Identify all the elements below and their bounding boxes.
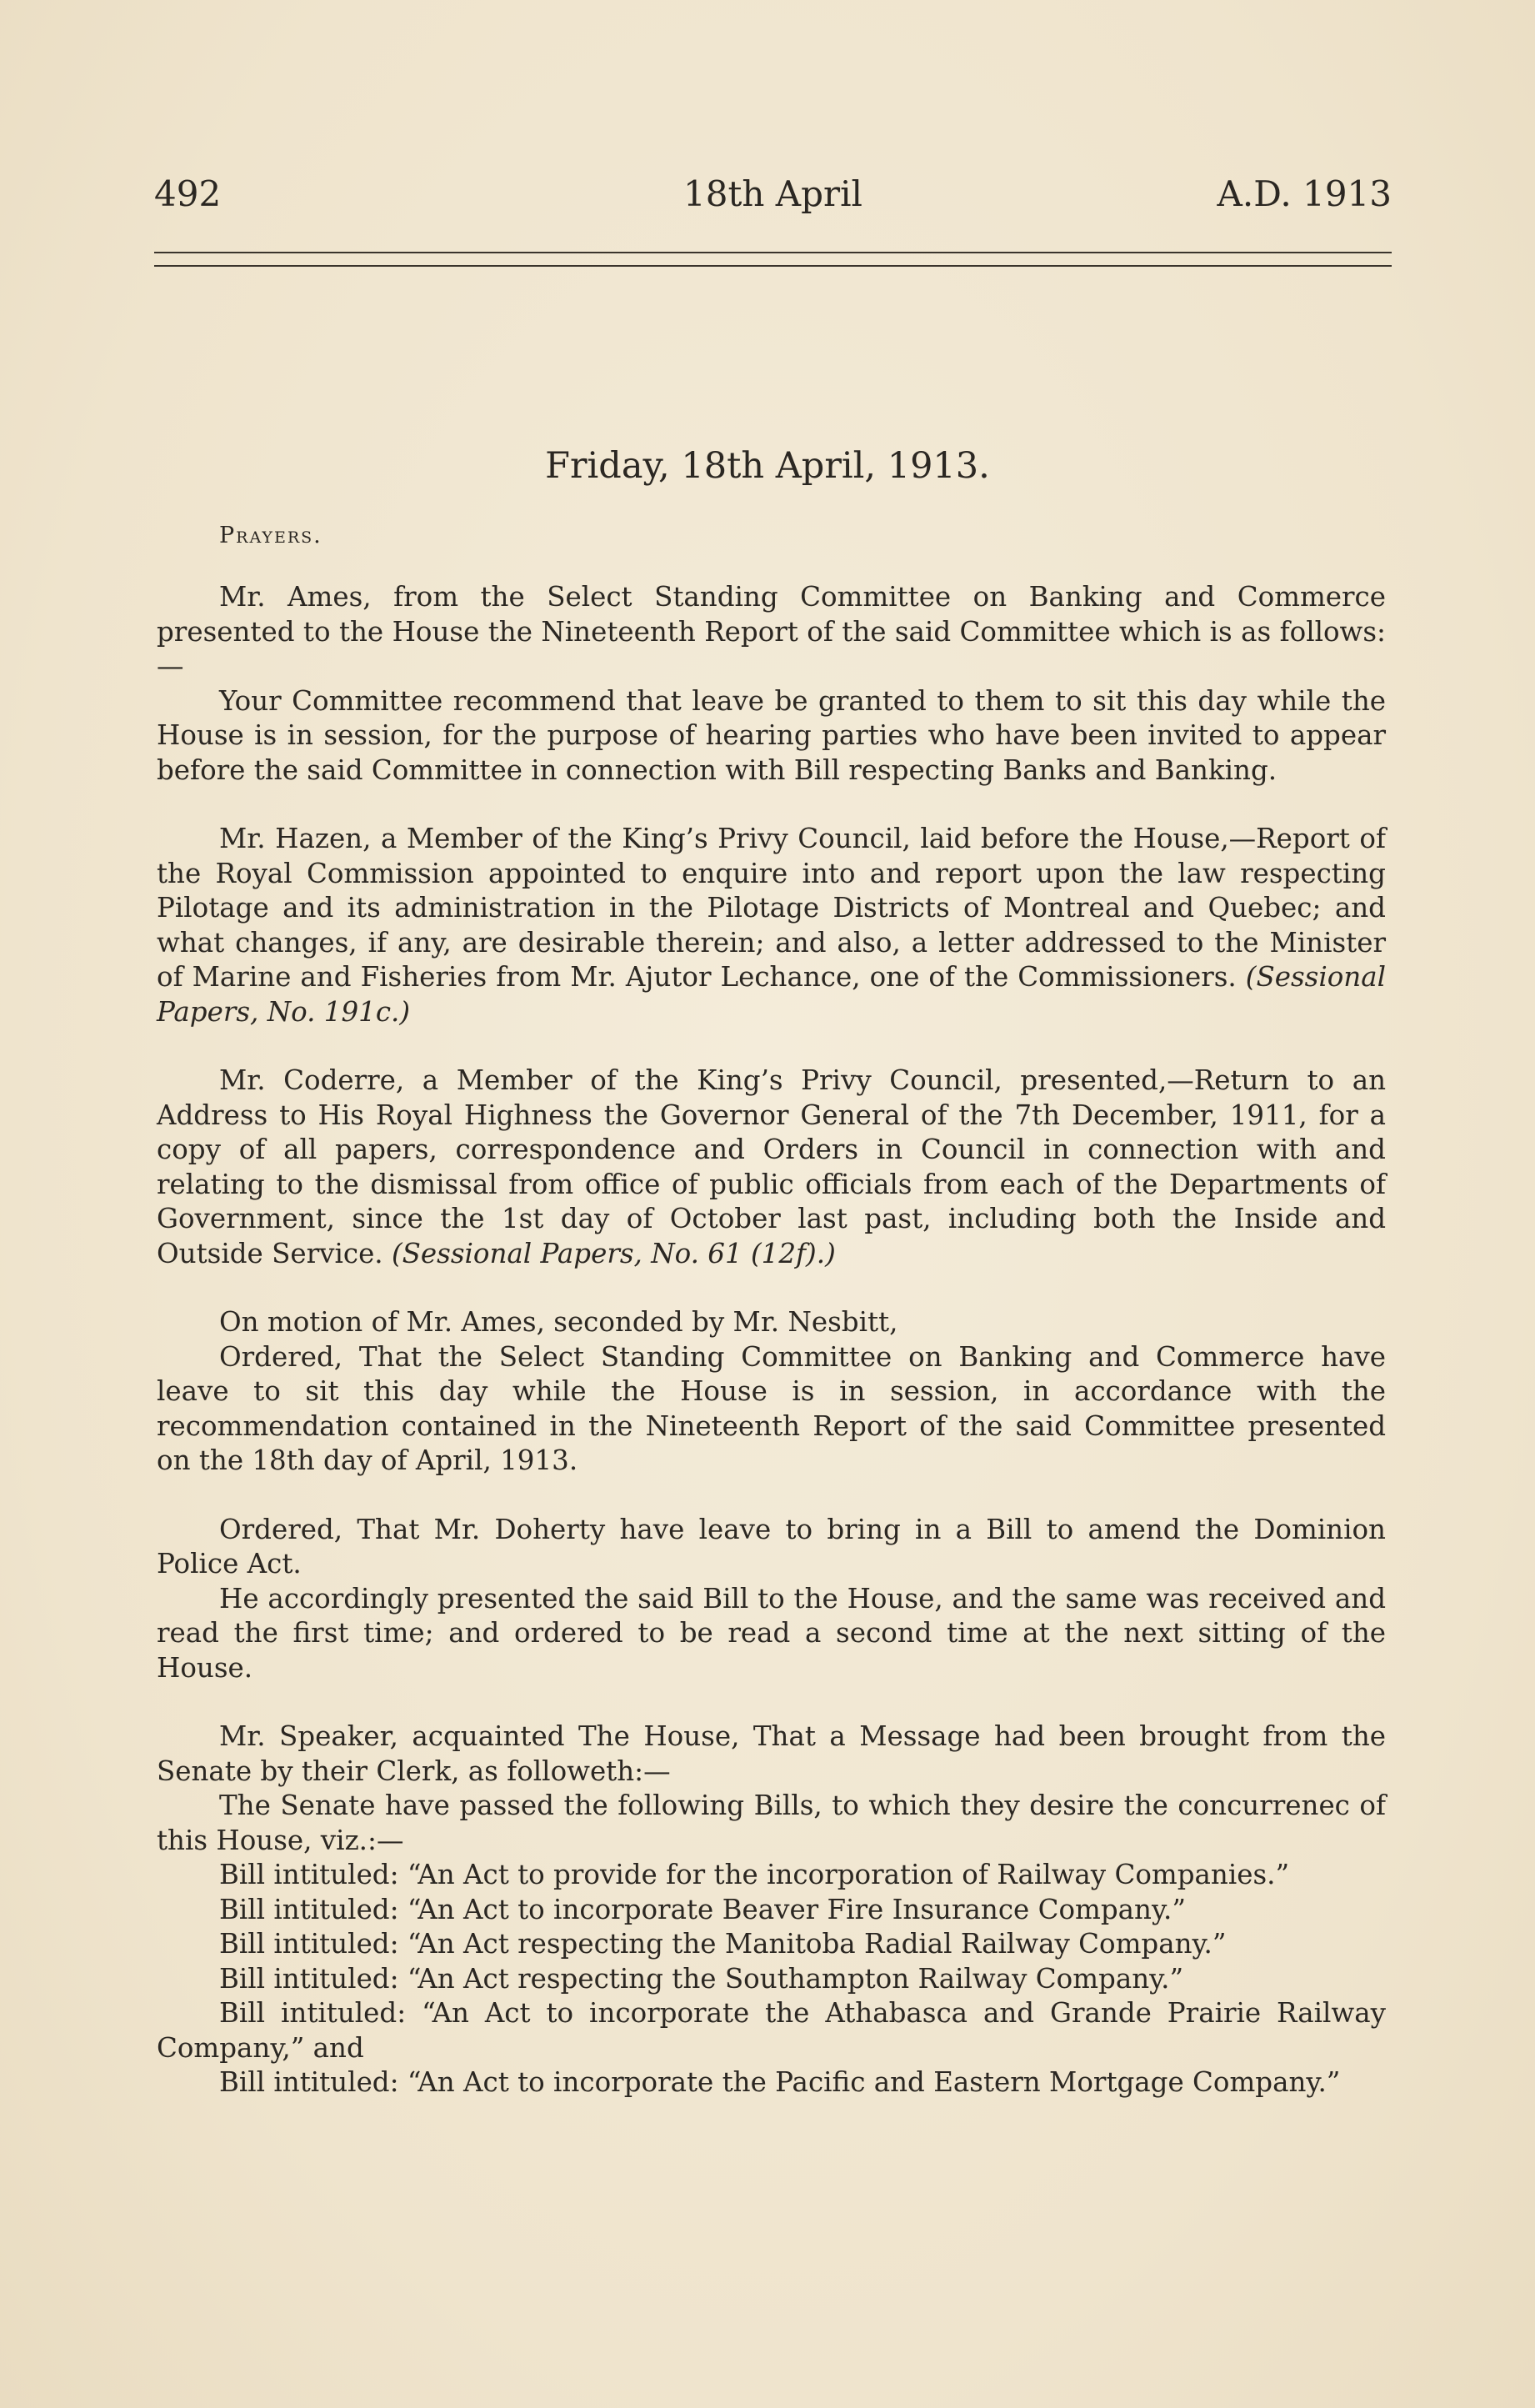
- paragraph-hazen: [157, 822, 1386, 1029]
- paragraph-order-committee: Ordered, That the Select Standing Committee on Banking and Commerce have leave to sit this day while the House is in session, in accordance with the recommendation contained in the Nineteenth Report of the said Committee presented on the 18th day of April, 1913.: [157, 1340, 1386, 1476]
- paragraph-bill-presented: He accordingly presented the said Bill to the House, and the same was received and read the first time; and ordered to be read a second time at the next sitting of the House.: [157, 1582, 1386, 1684]
- paragraph-speaker-message: Mr. Speaker, acquainted The House, That a Message had been brought from the Senate by their Clerk, as followeth:—: [157, 1720, 1386, 1787]
- paragraph-report-text: Your Committee recommend that leave be granted to them to sit this day while the House is in session, for the purpose of hearing parties who have been invited to appear before the said Committee in connection with Bill respecting Banks and Banking.: [157, 684, 1386, 786]
- header-year: A.D. 1913: [1217, 173, 1392, 214]
- bill-item: Bill intituled: “An Act to incorporate the Athabasca and Grande Prairie Railway Company,” and: [157, 1997, 1386, 2064]
- running-header: [154, 173, 1392, 223]
- paragraph-motion: On motion of Mr. Ames, seconded by Mr. Nesbitt,: [219, 1306, 898, 1338]
- bill-item: Bill intituled: “An Act to provide for the incorporation of Railway Companies.”: [219, 1859, 1290, 1890]
- paragraph-senate-bills: The Senate have passed the following Bills, to which they desire the concurrenec of this House, viz.:—: [157, 1790, 1386, 1856]
- paragraph-coderre: [157, 1064, 1386, 1271]
- paragraph-order-doherty: Ordered, That Mr. Doherty have leave to bring in a Bill to amend the Dominion Police Act.: [157, 1513, 1386, 1579]
- header-rule-top: [154, 252, 1392, 253]
- bill-item: Bill intituled: “An Act to incorporate the Pacific and Eastern Mortgage Company.”: [219, 2066, 1341, 2098]
- sessional-paper-ref: (Sessional Papers, No. 61 (12f).): [391, 1237, 836, 1269]
- page-title: Friday, 18th April, 1913.: [545, 445, 990, 487]
- hazen-text: Mr. Hazen, a Member of the King’s Privy Council, laid before the House,—Report of the Royal Commission appointed to enquire into and report upon the law respecting Pilotage and its administration in the Pilotage Districts of Montreal and Quebec; and what changes, if any, are desirable therein; and also, a letter addressed to the Minister of Marine and Fisheries from Mr. Ajutor Lechance, one of the Commissioners.: [157, 823, 1386, 993]
- bill-item: Bill intituled: “An Act respecting the Manitoba Radial Railway Company.”: [219, 1928, 1227, 1960]
- prayers-heading: Prayers.: [219, 523, 322, 548]
- page-number: 492: [154, 173, 222, 214]
- journal-body: [157, 580, 1386, 2100]
- header-date: 18th April: [683, 173, 862, 214]
- bill-item: Bill intituled: “An Act to incorporate Beaver Fire Insurance Company.”: [219, 1893, 1186, 1925]
- header-rule-bottom: [154, 265, 1392, 267]
- sessional-paper-ref: (Sessional Papers, No. 191c.): [157, 961, 1386, 1028]
- paragraph-committee-report: Mr. Ames, from the Select Standing Committee on Banking and Commerce presented to the House the Nineteenth Report of the said Committee which is as follows:—: [157, 581, 1386, 682]
- bill-item: Bill intituled: “An Act respecting the Southampton Railway Company.”: [219, 1962, 1184, 1995]
- coderre-text: Mr. Coderre, a Member of the King’s Privy Council, presented,—Return to an Address to His Royal Highness the Governor General of the 7th December, 1911, for a copy of all papers, correspondence and Orders in Council in connection with and relating to the dismissal from office of public officials from each of the Departments of Government, since the 1st day of October last past, including both the Inside and Outside Service.: [157, 1064, 1386, 1269]
